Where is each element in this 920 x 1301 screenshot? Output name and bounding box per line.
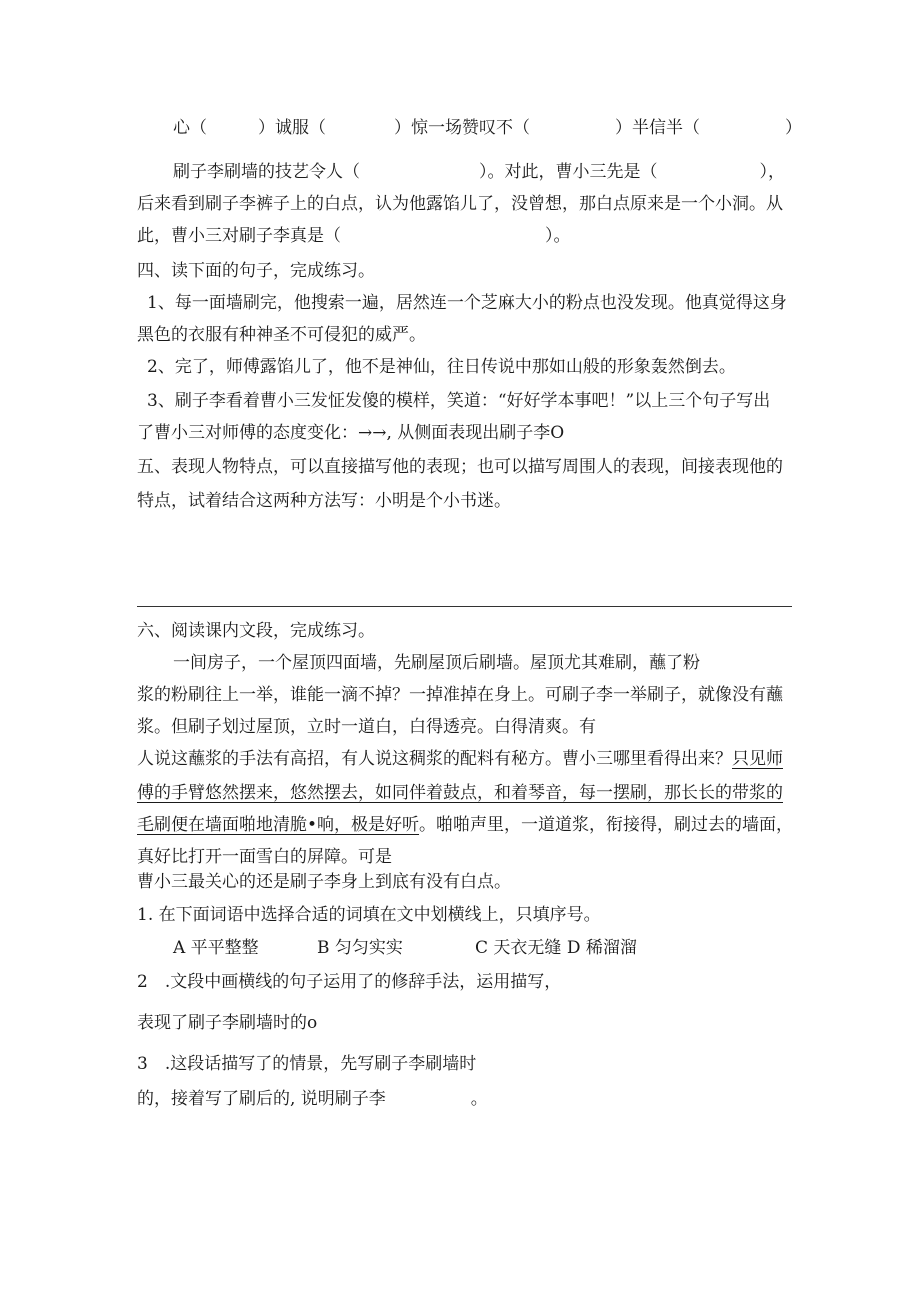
question-3-cont: 的，接着写了刷后的, 说明刷子李 。 (137, 1089, 488, 1109)
sentence-3-cont: 了曹小三对师傅的态度变化：→→, 从侧面表现出刷子李O (137, 423, 565, 443)
passage-text: 人说这蘸浆的手法有高招，有人说这稠浆的配料有秘方。曹小三哪里看得出来？ (137, 749, 732, 769)
passage-text: 。啪啪声里，一道道浆，衔接得，刷过去的墙面， (419, 815, 794, 835)
passage-line (137, 814, 793, 836)
fill-in-idioms: 心（ ）诚服（ ）惊一场赞叹不（ ）半信半（ ） (173, 118, 802, 138)
sentence-1-cont: 黑色的衣服有种神圣不可侵犯的威严。 (137, 325, 426, 345)
option-c-d: C 天衣无缝 D 稀溜溜 (475, 938, 637, 958)
passage-line: 一间房子，一个屋顶四面墙，先刷屋顶后刷墙。屋顶尤其难刷，蘸了粉 (173, 653, 700, 673)
section-title-6: 六、阅读课内文段，完成练习。 (137, 621, 375, 641)
paragraph-line: 刷子李刷墙的技艺令人（ ）。对此，曹小三先是（ ）， (173, 162, 785, 182)
underlined-sentence: 毛刷便在墙面啪地清脆•响，极是好听 (137, 815, 420, 835)
passage-line: 浆的粉刷往上一举，谁能一滴不掉？一掉准掉在身上。可刷子李一举刷子，就像没有蘸 (137, 685, 783, 705)
option-b: B 匀匀实实 (317, 938, 403, 958)
section-5-cont: 特点，试着结合这两种方法写：小明是个小书迷。 (137, 491, 511, 511)
section-title-4: 四、读下面的句子，完成练习。 (137, 261, 375, 281)
sentence-2: 2、完了，师傅露馅儿了，他不是神仙，往日传说中那如山般的形象轰然倒去。 (147, 357, 736, 377)
option-a: A 平平整整 (173, 938, 259, 958)
paragraph-line: 后来看到刷子李裤子上的白点，认为他露馅儿了，没曾想，那白点原来是一个小洞。从 (137, 194, 783, 214)
passage-line: 真好比打开一面雪白的屏障。可是 (137, 847, 392, 867)
section-title-5: 五、表现人物特点，可以直接描写他的表现；也可以描写周围人的表现，间接表现他的 (137, 457, 783, 477)
question-3: 3 .这段话描写了的情景，先写刷子李刷墙时 (137, 1054, 477, 1074)
underlined-sentence: 傅的手臂悠然摆来，悠然摆去，如同伴着鼓点，和着琴音，每一摆刷，那长长的带浆的 (137, 783, 783, 803)
passage-line: 浆。但刷子划过屋顶，立时一道白，白得透亮。白得清爽。有 (137, 717, 596, 737)
answer-line (137, 606, 792, 607)
sentence-3: 3、刷子李看着曹小三发怔发傻的模样，笑道：“好好学本事吧！”以上三个句子写出 (147, 391, 771, 411)
question-2-cont: 表现了刷子李刷墙时的o (137, 1013, 318, 1033)
question-1: 1. 在下面词语中选择合适的词填在文中划横线上，只填序号。 (137, 905, 601, 925)
passage-line: 曹小三最关心的还是刷子李身上到底有没有白点。 (137, 872, 511, 892)
underlined-sentence: 只见师 (732, 749, 783, 769)
passage-line (137, 748, 783, 770)
paragraph-line: 此，曹小三对刷子李真是（ ）。 (137, 226, 571, 246)
question-2: 2 .文段中画横线的句子运用了的修辞手法，运用描写， (137, 972, 562, 992)
sentence-1: 1、每一面墙刷完，他搜索一遍，居然连一个芝麻大小的粉点也没发现。他真觉得这身 (147, 293, 787, 313)
